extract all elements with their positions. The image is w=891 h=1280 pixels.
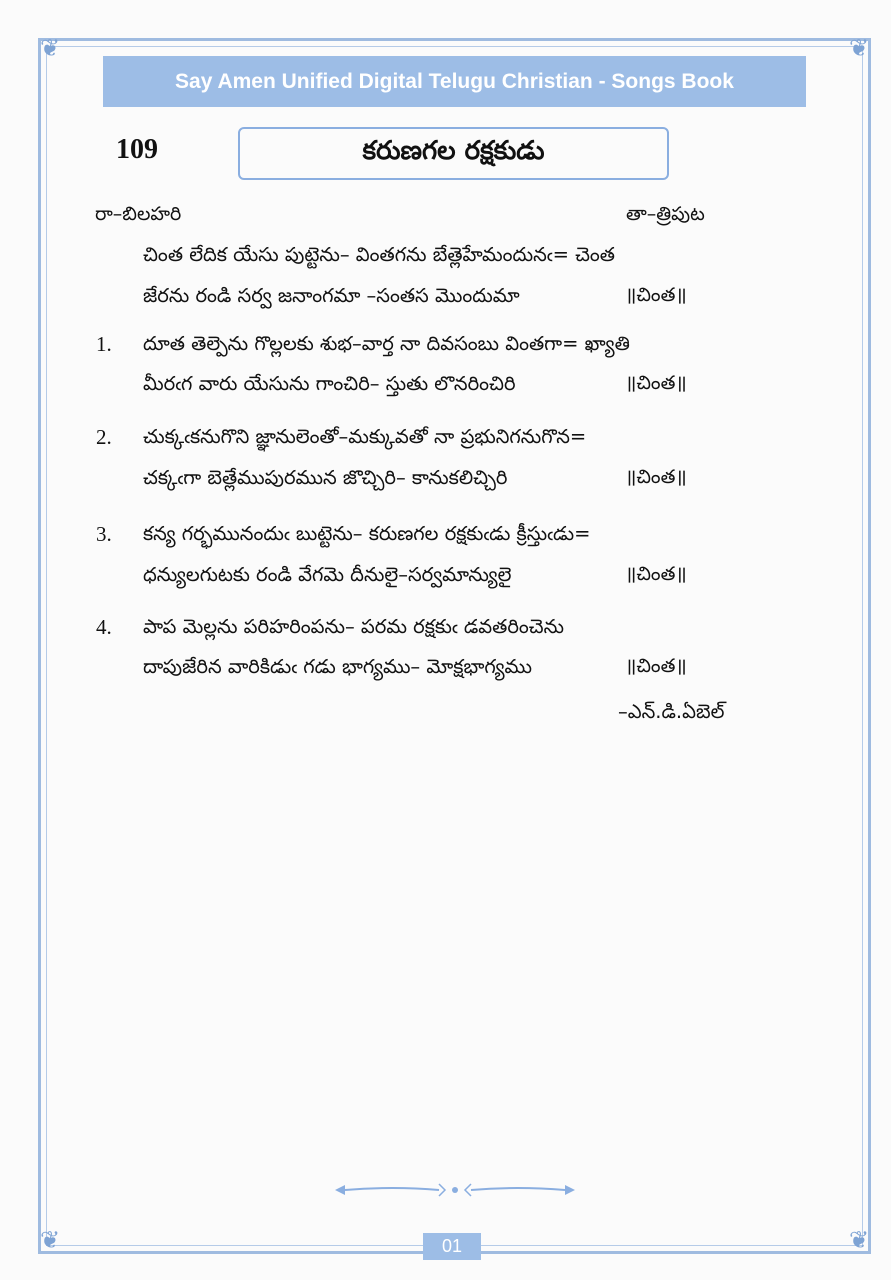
corner-ornament-icon: ❦ — [848, 1226, 870, 1254]
verse-line: కన్య గర్భమునందుఁ బుట్టెను– కరుణగల రక్షకుఁడు క్రీస్తుఁడు= — [143, 522, 591, 545]
song-author: –ఎన్.డి.ఏబెల్ — [618, 700, 725, 723]
corner-ornament-icon: ❦ — [848, 34, 870, 62]
verse-number: 4. — [96, 615, 112, 639]
refrain-marker: ॥చింత॥ — [625, 284, 687, 306]
pallavi-line-1: చింత లేదిక యేసు పుట్టెను– వింతగను బేత్లెహేమందునఁ= చెంత — [143, 243, 615, 266]
refrain-marker: ॥చింత॥ — [625, 655, 687, 677]
refrain-marker: ॥చింత॥ — [625, 466, 687, 488]
verse-line: చక్కఁగా బెత్లేముపురమున జొచ్చిరి– కానుకలిచ్చిరి — [143, 466, 508, 489]
verse-line: దాపుజేరిన వారికిడుఁ గడు భాగ్యము– మోక్షభాగ్యము — [143, 655, 532, 678]
book-title-bar — [103, 56, 806, 107]
verse-number: 3. — [96, 522, 112, 546]
verse-line: దూత తెల్పెను గొల్లలకు శుభ–వార్త నా దివసంబు వింతగా= ఖ్యాతి — [143, 332, 630, 355]
verse-number: 1. — [96, 332, 112, 356]
page-number — [423, 1233, 481, 1260]
song-number: 109 — [116, 134, 158, 165]
raga-label: రా–బిలహరి — [95, 203, 182, 225]
song-title: కరుణగల రక్షకుడు — [362, 135, 545, 166]
tala-label: తా–త్రిపుట — [626, 203, 705, 225]
song-title-box — [238, 127, 669, 180]
page-number-label: 01 — [441, 1236, 463, 1256]
verse-line: మీరఁగ వారు యేసును గాంచిరి– స్తుతు లొనరించిరి — [143, 372, 516, 395]
verse-line: పాప మెల్లను పరిహరింపను– పరమ రక్షకుఁ డవతరించెను — [143, 615, 565, 638]
verse-line: ధన్యులగుటకు రండి వేగమె దీనులై–సర్వమాన్యులై — [143, 563, 512, 586]
refrain-marker: ॥చింత॥ — [625, 372, 687, 394]
verse-line: చుక్కఁకనుగొని జ్ఞానులెంతో–మక్కువతో నా ప్రభునిగనుగొన= — [143, 425, 587, 448]
pallavi-line-2: జేరను రండి సర్వ జనాంగమా –సంతస మొందుమా — [143, 284, 520, 307]
verse-number: 2. — [96, 425, 112, 449]
corner-ornament-icon: ❦ — [39, 34, 61, 62]
footer-divider-ornament-icon — [333, 1180, 577, 1200]
book-title: Say Amen Unified Digital Telugu Christian - Songs Book — [175, 69, 734, 93]
corner-ornament-icon: ❦ — [39, 1226, 61, 1254]
refrain-marker: ॥చింత॥ — [625, 563, 687, 585]
